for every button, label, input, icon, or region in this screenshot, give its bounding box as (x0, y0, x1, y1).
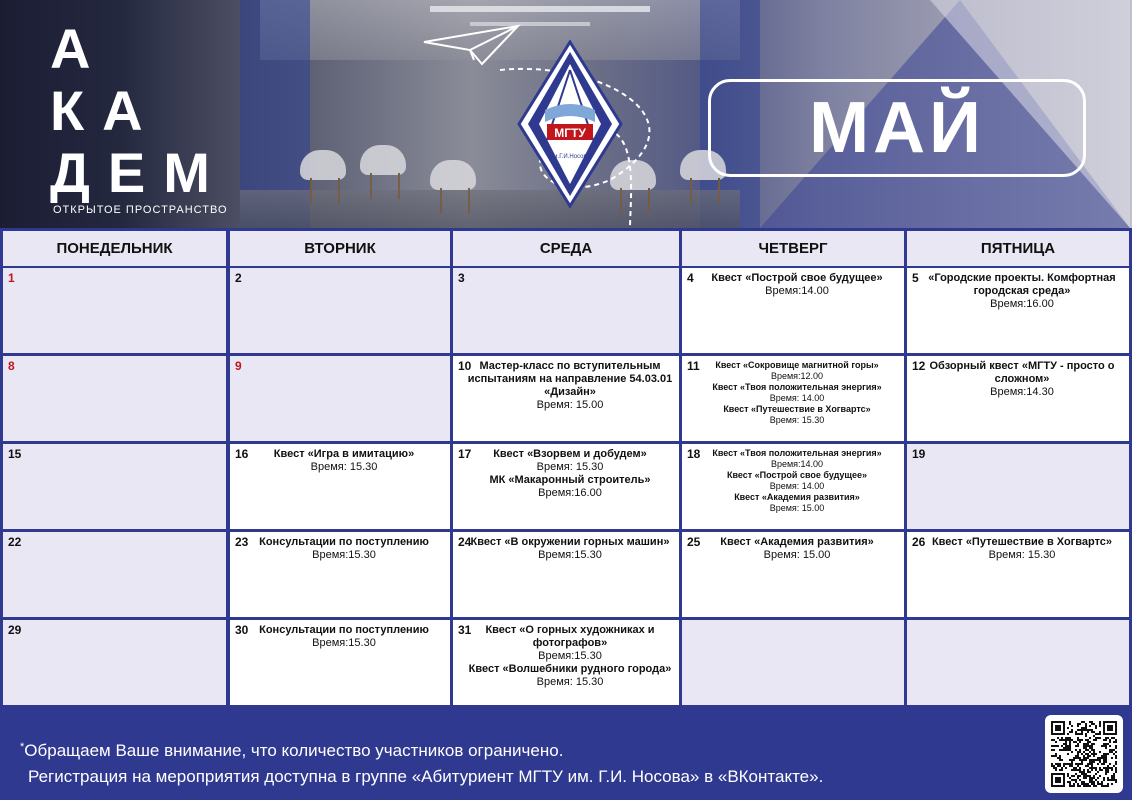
event-title: Квест «Путешествие в Хогвартс» (723, 404, 871, 414)
day-number: 1 (8, 271, 15, 285)
calendar-day-cell (907, 532, 1129, 617)
event-title: Квест «Академия развития» (720, 536, 874, 548)
logo-line: ДЕМ (50, 141, 228, 204)
event-time: Время: 15.00 (763, 549, 831, 561)
calendar-day-cell (682, 532, 904, 617)
event-time: Время: 15.30 (769, 415, 825, 425)
chair-icon (360, 145, 406, 175)
day-number: 5 (912, 271, 919, 285)
calendar-day-cell (3, 268, 226, 353)
day-number: 30 (235, 623, 249, 637)
event-list (694, 360, 900, 426)
calendar-day-cell (907, 620, 1129, 705)
calendar-day-cell (907, 356, 1129, 441)
calendar-day-cell (3, 620, 226, 705)
weekday-header: ПОНЕДЕЛЬНИК (3, 231, 226, 266)
event-time: Время:12.00 (770, 371, 824, 381)
event-time: Время:14.00 (770, 459, 824, 469)
event-title: Квест «Твоя положительная энергия» (712, 448, 882, 458)
calendar-day-cell (230, 620, 450, 705)
calendar-day-cell (453, 356, 679, 441)
qr-code[interactable] (1045, 715, 1123, 793)
event-title: Обзорный квест «МГТУ - просто о сложном» (929, 360, 1115, 385)
event-title: Квест «В окружении горных машин» (470, 536, 670, 548)
event-list (919, 272, 1125, 311)
day-number: 3 (458, 271, 465, 285)
emblem-text: МГТУ (554, 126, 586, 140)
day-number: 11 (687, 359, 700, 373)
calendar-day-cell (453, 620, 679, 705)
day-number: 8 (8, 359, 15, 373)
event-title: Квест «Построй свое будущее» (726, 470, 868, 480)
event-list (919, 360, 1125, 399)
academ-logo (50, 18, 228, 204)
note-line-1: Обращаем Ваше внимание, что количество участников ограничено. (24, 741, 564, 760)
event-time: Время:16.00 (990, 298, 1054, 310)
day-number: 16 (235, 447, 249, 461)
registration-note: Регистрация на мероприятия доступна в группе «Абитуриент МГТУ им. Г.И. Носова» в «ВКонтакте». (28, 767, 824, 786)
event-list (694, 448, 900, 514)
event-title: МК «Макаронный строитель» (489, 474, 651, 486)
calendar-day-cell (682, 620, 904, 705)
day-number: 29 (8, 623, 22, 637)
event-time: Время:15.30 (312, 549, 376, 561)
day-number: 4 (687, 271, 694, 285)
weekday-header: ВТОРНИК (230, 231, 450, 266)
event-title: Квест «Путешествие в Хогвартс» (931, 536, 1113, 548)
event-list (242, 536, 446, 562)
calendar-day-cell (682, 356, 904, 441)
calendar-day-cell (907, 268, 1129, 353)
event-list (465, 360, 675, 412)
calendar-grid (0, 228, 1132, 708)
logo-line: КА (50, 79, 161, 142)
event-list (242, 624, 446, 650)
event-time: Время:14.30 (990, 386, 1054, 398)
event-title: Квест «Академия развития» (734, 492, 860, 502)
mgtu-emblem (517, 40, 623, 208)
participants-note (20, 741, 563, 761)
event-title: Квест «О горных художниках и фотографов» (485, 624, 655, 649)
calendar-day-cell (3, 532, 226, 617)
event-time: Время:15.30 (538, 549, 602, 561)
weekday-header: ЧЕТВЕРГ (682, 231, 904, 266)
calendar-day-cell (453, 268, 679, 353)
event-title: Мастер-класс по вступительным испытаниям на направление 54.03.01 «Дизайн» (467, 360, 673, 398)
event-list (242, 448, 446, 474)
event-title: Квест «Построй свое будущее» (711, 272, 883, 284)
event-time: Время: 15.30 (536, 461, 604, 473)
weekday-header: СРЕДА (453, 231, 679, 266)
event-title: Квест «Твоя положительная энергия» (712, 382, 882, 392)
chair-icon (430, 160, 476, 190)
day-number: 10 (458, 359, 472, 373)
event-time: Время: 14.00 (769, 393, 825, 403)
day-number: 2 (235, 271, 242, 285)
event-time: Время: 14.00 (769, 481, 825, 491)
logo-line: А (50, 17, 109, 80)
day-number: 26 (912, 535, 926, 549)
event-time: Время: 15.00 (769, 503, 825, 513)
event-title: Квест «Сокровище магнитной горы» (715, 360, 879, 370)
day-number: 25 (687, 535, 701, 549)
event-title: Квест «Игра в имитацию» (273, 448, 415, 460)
logo-subtitle: ОТКРЫТОЕ ПРОСТРАНСТВО (53, 204, 228, 216)
day-number: 18 (687, 447, 701, 461)
emblem-subtext: им.Г.И.Носова (550, 154, 590, 160)
calendar-day-cell (3, 356, 226, 441)
event-time: Время:16.00 (538, 487, 602, 499)
calendar-day-cell (230, 356, 450, 441)
asterisk: * (20, 741, 25, 753)
event-title: «Городские проекты. Комфортная городская среда» (928, 272, 1116, 297)
event-list (465, 624, 675, 689)
month-title: МАЙ (708, 79, 1086, 177)
day-number: 9 (235, 359, 242, 373)
event-time: Время: 15.30 (536, 676, 604, 688)
event-time: Время: 15.00 (536, 399, 604, 411)
event-time: Время: 15.30 (310, 461, 378, 473)
calendar-day-cell (453, 444, 679, 529)
qr-code-icon (1051, 721, 1117, 787)
footer-bar (0, 708, 1132, 800)
calendar-day-cell (682, 444, 904, 529)
event-time: Время:14.00 (765, 285, 829, 297)
day-number: 12 (912, 359, 926, 373)
header-banner (0, 0, 1132, 228)
day-number: 24 (458, 535, 472, 549)
day-number: 23 (235, 535, 249, 549)
chair-icon (300, 150, 346, 180)
event-title: Консультации по поступлению (259, 624, 429, 636)
calendar-day-cell (907, 444, 1129, 529)
event-time: Время: 15.30 (988, 549, 1056, 561)
calendar-day-cell (230, 444, 450, 529)
calendar-day-cell (682, 268, 904, 353)
event-title: Квест «Взорвем и добудем» (493, 448, 647, 460)
day-number: 15 (8, 447, 22, 461)
event-list (694, 272, 900, 298)
weekday-header: ПЯТНИЦА (907, 231, 1129, 266)
day-number: 31 (458, 623, 472, 637)
day-number: 22 (8, 535, 22, 549)
event-list (465, 536, 675, 562)
event-title: Квест «Волшебники рудного города» (468, 663, 672, 675)
day-number: 17 (458, 447, 472, 461)
event-list (919, 536, 1125, 562)
event-title: Консультации по поступлению (259, 536, 429, 548)
calendar-day-cell (230, 268, 450, 353)
event-list (465, 448, 675, 500)
event-time: Время:15.30 (312, 637, 376, 649)
calendar-day-cell (3, 444, 226, 529)
day-number: 19 (912, 447, 926, 461)
event-time: Время:15.30 (538, 650, 602, 662)
calendar-day-cell (230, 532, 450, 617)
event-list (694, 536, 900, 562)
calendar-day-cell (453, 532, 679, 617)
